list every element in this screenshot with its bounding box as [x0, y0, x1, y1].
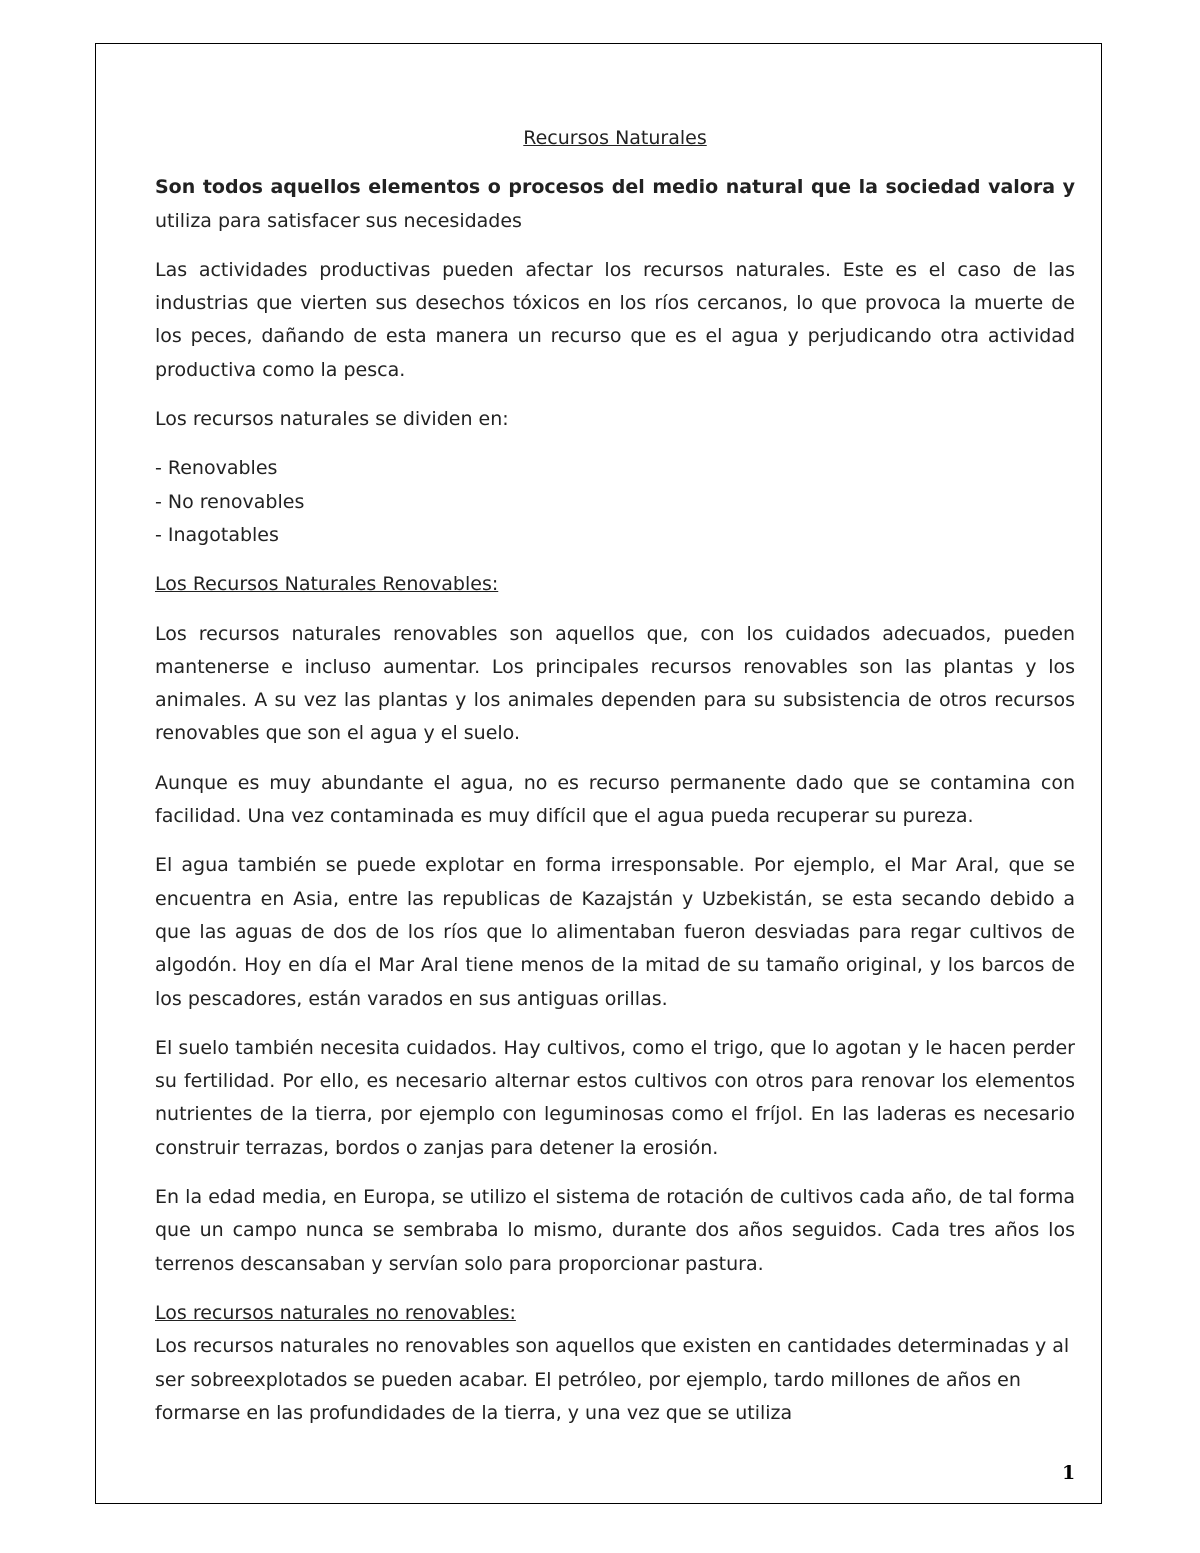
- renewables-paragraph: En la edad media, en Europa, se utilizo el sistema de rotación de cultivos cada año, de tal forma que un campo nunca se sembraba lo mismo, durante dos años seguidos. Cada tres años los terrenos descansaban y servían solo para proporcionar pastura.: [155, 1186, 1075, 1275]
- non-renewables-paragraph: Los recursos naturales no renovables son aquellos que existen en cantidades determinadas y al ser sobreexplotados se pueden acabar. El petróleo, por ejemplo, tardo millones de años en formarse en las profundidades de la tierra, y una vez que se utiliza: [155, 1335, 1070, 1424]
- list-item: - No renovables: [155, 490, 305, 513]
- renewables-paragraph: Los recursos naturales renovables son aquellos que, con los cuidados adecuados, pueden mantenerse e incluso aumentar. Los principales recursos renovables son las plantas y los animales. A su vez las plantas y los animales dependen para su subsistencia de otros recursos renovables que son el agua y el suelo.: [155, 622, 1075, 745]
- non-renewables-heading: Los recursos naturales no renovables:: [155, 1301, 516, 1324]
- renewables-paragraph: El suelo también necesita cuidados. Hay cultivos, como el trigo, que lo agotan y le hacen perder su fertilidad. Por ello, es necesario alternar estos cultivos con otros para renovar los elementos nutrientes de la tierra, por ejemplo con leguminosas como el fríjol. En las laderas es necesario construir terrazas, bordos o zanjas para detener la erosión.: [155, 1036, 1075, 1159]
- document-title: Recursos Naturales: [523, 127, 707, 149]
- definition-strong-text: Son todos aquellos elementos o procesos del medio natural que la sociedad valora y: [155, 176, 1075, 199]
- list-item: - Inagotables: [155, 523, 279, 546]
- renewables-paragraph: El agua también se puede explotar en forma irresponsable. Por ejemplo, el Mar Aral, que se encuentra en Asia, entre las republicas de Kazajstán y Uzbekistán, se esta secando debido a que las aguas de dos de los ríos que lo alimentaban fueron desviadas para regar cultivos de algodón. Hoy en día el Mar Aral tiene menos de la mitad de su tamaño original, y los barcos de los pescadores, están varados en sus antiguas orillas.: [155, 854, 1075, 1010]
- renewables-heading: Los Recursos Naturales Renovables:: [155, 573, 499, 596]
- definition-paragraph: [155, 171, 1075, 238]
- renewables-paragraph: Aunque es muy abundante el agua, no es recurso permanente dado que se contamina con facilidad. Una vez contaminada es muy difícil que el agua pueda recuperar su pureza.: [155, 771, 1075, 828]
- division-intro: Los recursos naturales se dividen en:: [155, 408, 509, 431]
- page-number: 1: [1062, 1462, 1076, 1484]
- definition-rest-text: utiliza para satisfacer sus necesidades: [155, 209, 522, 232]
- list-item: - Renovables: [155, 457, 278, 480]
- resource-type-list: [155, 452, 1075, 552]
- intro-paragraph: Las actividades productivas pueden afectar los recursos naturales. Este es el caso de las industrias que vierten sus desechos tóxicos en los ríos cercanos, lo que provoca la muerte de los peces, dañando de esta manera un recurso que es el agua y perjudicando otra actividad productiva como la pesca.: [155, 258, 1075, 381]
- document-body: [155, 122, 1075, 1430]
